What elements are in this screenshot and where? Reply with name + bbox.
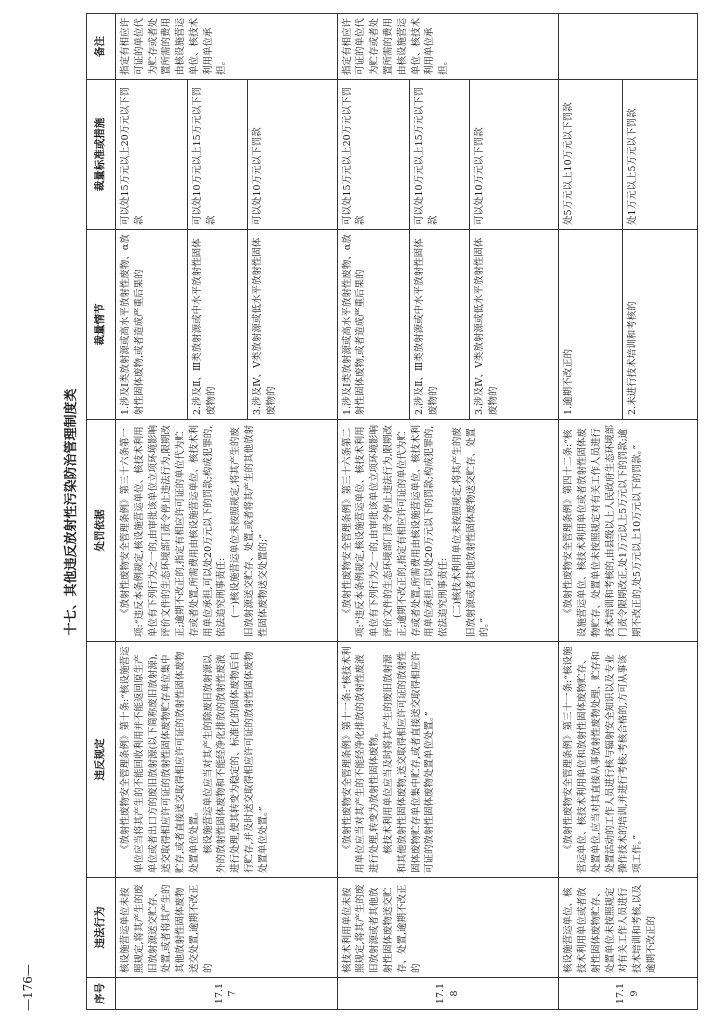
section-title: 十七、其他违反放射性污染防治管理制度类: [64, 388, 79, 636]
illegal-behavior: 核设施营运单位、核技术利用单位或者放射性固体废物贮存、处置单位未按照规定对有关工作人员进行技术培训和考核,以及逾期不改正的: [559, 878, 698, 978]
standard: 可以处15万元以上20万元以下罚款: [337, 80, 409, 230]
row-number: 17.18: [337, 978, 559, 1010]
table-row: [559, 14, 623, 1010]
rule-paragraph: 《放射性废物安全管理条例》第十条:“核设施营运单位应当将其产生的不能回收利用并不能返回原生产单位或者出口方的废旧放射源(以下简称废旧放射源),送交取得相应许可证的放射性固体废物贮存单位集中贮存,或者直接送交取得相应许可证的放射性固体废物处置单位处置。: [120, 646, 200, 873]
standard: 处1万元以上5万元以下罚款: [623, 80, 698, 230]
circumstance: 1.涉及Ⅰ类放射源或高水平放射性废物、α放射性固体废物,或者造成严重后果的: [116, 230, 188, 420]
row-number: 17.17: [116, 978, 338, 1010]
circumstance: 1.涉及Ⅰ类放射源或高水平放射性废物、α放射性固体废物,或者造成严重后果的: [337, 230, 409, 420]
page-number: —176—: [21, 964, 35, 1012]
illegal-behavior: 核设施营运单位未按照规定,将其产生的废旧放射源送交贮存、处置,或者将其产生的其他放射性固体废物送交处置,逾期不改正的: [116, 878, 338, 978]
rule-paragraph: 核技术利用单位应当及时将其产生的废旧放射源和其他放射性固体废物,送交取得相应许可证的放射性固体废物贮存单位集中贮存,或者直接送交取得相应许可证的放射性固体废物处置单位处置。”: [382, 651, 436, 873]
table-row: [116, 14, 188, 1010]
standard: 可以处10万元以上15万元以下罚款: [410, 80, 470, 230]
circumstance: 2.涉及Ⅱ、Ⅲ类放射源或中水平放射性固体废物的: [410, 230, 470, 420]
remark: [559, 14, 698, 80]
illegal-behavior: 核技术利用单位未按照规定,将其产生的废旧放射源或者其他放射性固体废物送交贮存、处置,逾期不改正的: [337, 878, 559, 978]
circumstance: 3.涉及Ⅳ、Ⅴ类放射源或低水平放射性固体废物的: [248, 230, 338, 420]
standard: 可以处10万元以上15万元以下罚款: [188, 80, 248, 230]
header-standard: 裁量标准或措施: [87, 80, 116, 230]
violated-rule: [337, 642, 559, 878]
header-no: 序号: [87, 978, 116, 1010]
circumstance: 3.涉及Ⅳ、Ⅴ类放射源或低水平放射性固体废物的: [469, 230, 559, 420]
basis-paragraph: (二)核技术利用单位未按照规定,将其产生的废旧放射源或者其他放射性固体废物送交贮存、处置的。”: [451, 427, 491, 637]
penalty-basis: [116, 420, 338, 642]
penalty-table: [86, 13, 698, 1010]
standard: 可以处10万元以下罚款: [248, 80, 338, 230]
circumstance: 2.未进行技术培训和考核的: [623, 230, 698, 420]
header-remark: 备注: [87, 14, 116, 80]
basis-paragraph: 《放射性废物安全管理条例》第四十二条:“核设施营运单位、核技术利用单位或者放射性固体废物贮存、处置单位未按照规定对有关工作人员进行技术培训和考核的,由县级以上人民政府生态环境部门责令限期改正,处1万元以上5万元以下的罚款;逾期不改正的,处5万元以上10万元以下的罚款。”: [563, 424, 644, 637]
table-header-row: [87, 14, 116, 1010]
circumstance: 1.逾期不改正的: [559, 230, 623, 420]
remark: 指定有相应许可证的单位代为贮存或者处置所需的费用由核设施营运单位、核技术利用单位承担。: [337, 14, 559, 80]
header-basis: 处罚依据: [87, 420, 116, 642]
penalty-basis: [337, 420, 559, 642]
basis-paragraph: (一)核设施营运单位未按照规定,将其产生的废旧放射源送交贮存、处置,或者将其产生的其他放射性固体废物送交处置的;”: [230, 424, 269, 637]
header-rule: 违反规定: [87, 642, 116, 878]
basis-paragraph: 《放射性废物安全管理条例》第三十六条第一项:“违反本条例规定,核设施营运单位、核技术利用单位有下列行为之一的,由审批该单位立项环境影响评价文件的生态环境部门责令停止违法行为,限期改正;逾期不改正的,指定有相应许可证的单位代为贮存或者处置,所需费用由核设施营运单位、核技术利用单位承担,可以处20万元以下的罚款;构成犯罪的,依法追究刑事责任:: [120, 424, 228, 637]
violated-rule: [116, 642, 338, 878]
basis-paragraph: 《放射性废物安全管理条例》第三十六条第二项:“违反本条例规定,核设施营运单位、核技术利用单位有下列行为之一的,由审批该单位立项环境影响评价文件的生态环境部门责令停止违法行为,限期改正;逾期不改正的,指定有相应许可证的单位代为贮存或者处置,所需费用由核设施营运单位、核技术利用单位承担,可以处20万元以下的罚款;构成犯罪的,依法追究刑事责任:: [341, 424, 450, 637]
rule-paragraph: 《放射性废物安全管理条例》第三十一条:“核设施营运单位、核技术利用单位和放射性固体废物贮存、处置单位,应当对其直接从事放射性废物处理、贮存和处置活动的工作人员进行核与辐射安全知识以及专业操作技术的培训,并进行考核;考核合格的,方可从事该项工作。”: [563, 646, 644, 873]
rule-paragraph: 核设施营运单位应当对其产生的除废旧放射源以外的放射性固体废物和不能经净化排放的放射性废液进行处理,使其转变为稳定的、标准化的固体废物后自行贮存,并及时送交取得相应许可证的放射性固体废物处置单位处置。”: [202, 651, 269, 873]
penalty-basis: [559, 420, 698, 642]
violated-rule: [559, 642, 698, 878]
standard: 可以处10万元以下罚款: [469, 80, 559, 230]
header-behavior: 违法行为: [87, 878, 116, 978]
header-circumstance: 裁量情节: [87, 230, 116, 420]
circumstance: 2.涉及Ⅱ、Ⅲ类放射源或中水平放射性固体废物的: [188, 230, 248, 420]
rule-paragraph: 《放射性废物安全管理条例》第十一条:“核技术利用单位应当对其产生的不能经净化排放的放射性废液进行处理,转变为放射性固体废物。: [341, 646, 381, 873]
rotated-page: [60, 14, 700, 1010]
standard: 可以处15万元以上20万元以下罚款: [116, 80, 188, 230]
row-number: 17.19: [559, 978, 698, 1010]
table-row: [337, 14, 409, 1010]
standard: 处5万元以上10万元以下罚款: [559, 80, 623, 230]
remark: 指定有相应许可证的单位代为贮存或者处置所需的费用由核设施营运单位、核技术利用单位承担。: [116, 14, 338, 80]
